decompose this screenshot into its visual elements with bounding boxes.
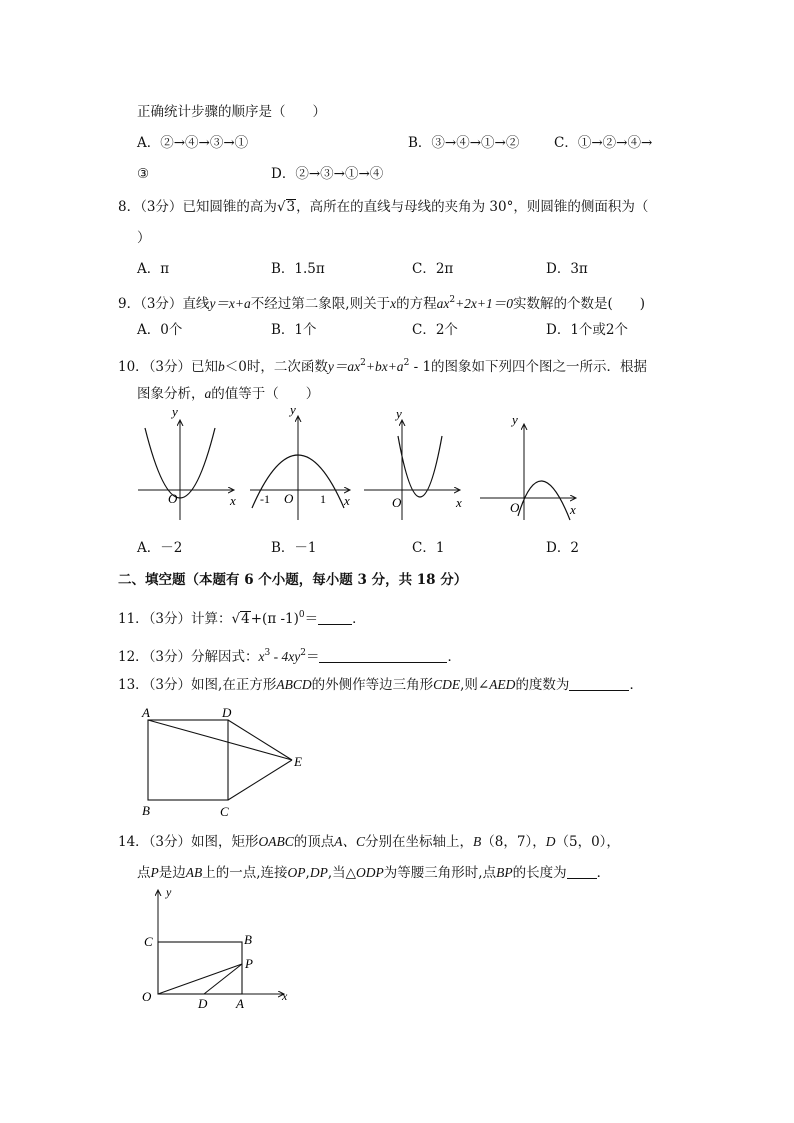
q13-number: 13． bbox=[118, 677, 149, 693]
q11-end: ． bbox=[352, 611, 366, 627]
q8-stem bbox=[118, 197, 648, 217]
q14-rect-name: OABC bbox=[258, 834, 294, 849]
q14-end: ． bbox=[596, 865, 611, 881]
q12-expr-a: x bbox=[258, 649, 265, 664]
q14-label-b: B bbox=[244, 932, 252, 947]
q14-points: A、C bbox=[334, 834, 366, 849]
q14-label-o: O bbox=[142, 989, 152, 1004]
section-2-title: 二、填空题（本题有 6 个小题，每小题 3 分，共 18 分） bbox=[118, 572, 468, 588]
q13-figure bbox=[136, 704, 316, 822]
q14-l2-a: 点 bbox=[137, 865, 151, 881]
q14-text2: 的顶点 bbox=[293, 834, 335, 850]
q11-text3: ＝ bbox=[304, 611, 319, 627]
q10-text4: 图象分析， bbox=[137, 386, 205, 402]
q7-stem-tail: 正确统计步骤的顺序是（ ） bbox=[137, 104, 326, 120]
q10-graph-d-x-label: x bbox=[570, 502, 576, 517]
q8-number: 8． bbox=[118, 199, 141, 215]
q13-square-name: ABCD bbox=[276, 677, 312, 692]
q13-label-a: A bbox=[142, 705, 150, 720]
q14-label-p: P bbox=[245, 956, 253, 971]
q13-score: （3分） bbox=[148, 677, 192, 693]
q12-expr-c: - 4xy bbox=[270, 649, 301, 664]
q13-text4: 的度数为 bbox=[515, 677, 570, 693]
q10-option-c[interactable]: C．1 bbox=[412, 540, 445, 556]
q11-score: （3分） bbox=[148, 611, 192, 627]
q10-stem-line2 bbox=[137, 384, 319, 404]
q8-stem-close: ） bbox=[137, 230, 151, 246]
q13-answer-blank[interactable] bbox=[569, 676, 629, 691]
q10-graph-d-origin: O bbox=[510, 500, 520, 515]
q9-text1: 直线 bbox=[182, 296, 210, 312]
q12-answer-blank[interactable] bbox=[319, 648, 447, 663]
q14-l2-e: 为等腰三角形时,点 bbox=[383, 865, 497, 881]
q10-option-a[interactable]: A．－2 bbox=[137, 540, 183, 556]
q14-point-p: P bbox=[150, 865, 159, 880]
q10-func-sup1: 2 bbox=[360, 358, 366, 368]
q11-number: 11． bbox=[118, 611, 149, 627]
q9-number: 9． bbox=[118, 296, 141, 312]
q8-option-b[interactable]: B．1.5π bbox=[271, 261, 325, 277]
q14-point-d: D bbox=[545, 834, 556, 849]
q9-eq2-c: +2x+1＝0 bbox=[455, 296, 514, 311]
q14-side-ab: AB bbox=[185, 865, 203, 880]
q10-text2: ＜0时，二次函数 bbox=[224, 359, 328, 375]
q14-seg-dp: DP bbox=[309, 865, 328, 880]
q10-option-d[interactable]: D．2 bbox=[546, 540, 579, 556]
q10-graph-b-x-label: x bbox=[344, 493, 350, 508]
q12-expr-sup1: 3 bbox=[264, 648, 271, 658]
q10-text3: 的图象如下列四个图之一所示．根据 bbox=[431, 359, 648, 375]
q10-func-c: +bx+a bbox=[365, 359, 404, 374]
q14-label-x: x bbox=[282, 989, 288, 1003]
q14-label-a: A bbox=[236, 996, 244, 1011]
q8-text2: ，高所在的直线与母线的夹角为 30°，则圆锥的侧面积为（ bbox=[296, 199, 649, 215]
q8-sqrt-value: 3 bbox=[286, 199, 296, 215]
q14-seg-op: OP bbox=[287, 865, 306, 880]
q12-text1: 分解因式： bbox=[191, 649, 259, 665]
q11-sqrt-value: 4 bbox=[241, 611, 250, 627]
q14-comma: , bbox=[305, 865, 310, 881]
q14-answer-blank[interactable] bbox=[567, 864, 597, 879]
q10-graph-c-y-label: y bbox=[396, 408, 402, 421]
q9-text4: 实数解的个数是( ) bbox=[513, 296, 646, 312]
q13-angle-name: AED bbox=[489, 677, 516, 692]
q13-label-c: C bbox=[220, 804, 229, 819]
q10-graph-d[interactable] bbox=[480, 412, 576, 520]
q12-expr-sup2: 2 bbox=[300, 648, 306, 658]
q10-graph-d-y-label: y bbox=[512, 412, 518, 427]
q10-option-b[interactable]: B．－1 bbox=[271, 540, 317, 556]
q7-option-b[interactable]: B．③→④→①→② bbox=[408, 135, 520, 151]
q8-text1: 已知圆锥的高为 bbox=[182, 199, 277, 215]
q8-option-d[interactable]: D．3π bbox=[546, 261, 588, 277]
q11-answer-blank[interactable] bbox=[318, 610, 352, 625]
q10-graph-c-x-label: x bbox=[456, 495, 462, 510]
q9-option-b[interactable]: B．1个 bbox=[271, 322, 317, 338]
q14-text5: （5，0）， bbox=[555, 834, 620, 850]
q9-stem bbox=[118, 290, 645, 314]
q14-l2-b: 是边 bbox=[158, 865, 186, 881]
q10-func-a: y＝ax bbox=[327, 359, 361, 374]
q14-label-y: y bbox=[166, 886, 172, 899]
q7-option-a[interactable]: A．②→④→③→① bbox=[137, 135, 249, 151]
q9-option-d[interactable]: D．1个或2个 bbox=[546, 322, 629, 338]
q10-func-sup2: 2 bbox=[403, 358, 410, 368]
q12-end: ． bbox=[447, 649, 461, 665]
q10-cond-b: b bbox=[218, 359, 225, 374]
q14-point-b: B bbox=[473, 834, 482, 849]
q9-text2: 不经过第二象限,则关于 bbox=[250, 296, 391, 312]
q14-label-d: D bbox=[198, 996, 208, 1011]
q8-option-a[interactable]: A．π bbox=[137, 261, 170, 277]
q14-l2-c: 上的一点,连接 bbox=[202, 865, 288, 881]
q10-graph-c[interactable] bbox=[364, 408, 462, 520]
q10-graph-a[interactable] bbox=[138, 408, 236, 520]
q14-label-c: C bbox=[144, 934, 153, 949]
q10-graph-b-pos1: 1 bbox=[320, 492, 326, 506]
q10-graph-a-x-label: x bbox=[230, 493, 236, 508]
q10-graph-b[interactable] bbox=[250, 408, 350, 520]
q7-option-d[interactable]: D．②→③→①→④ bbox=[271, 166, 384, 182]
q9-line-eq: y＝x+a bbox=[209, 296, 251, 311]
q9-text3: 的方程 bbox=[396, 296, 437, 312]
q10-func-e: - 1 bbox=[409, 359, 432, 375]
q11-sqrt-sign: √ bbox=[231, 611, 241, 627]
q9-eq2-sup: 2 bbox=[449, 295, 456, 305]
q13-text2: 的外侧作等边三角形 bbox=[311, 677, 434, 693]
q12-score: （3分） bbox=[148, 649, 192, 665]
q14-seg-bp: BP bbox=[496, 865, 513, 880]
q13-label-b: B bbox=[142, 803, 150, 818]
q11-text2: +(π -1) bbox=[250, 611, 299, 627]
q11-stem bbox=[118, 605, 366, 629]
q13-stem bbox=[118, 675, 643, 695]
q8-sqrt-sign: √ bbox=[276, 199, 286, 215]
q7-option-c[interactable]: C．①→②→④→ bbox=[554, 135, 653, 151]
q13-label-d: D bbox=[222, 705, 232, 720]
q14-score: （3分） bbox=[148, 834, 192, 850]
q11-sup: 0 bbox=[298, 610, 305, 620]
q13-triangle-name: CDE bbox=[433, 677, 461, 692]
q10-number: 10． bbox=[118, 359, 149, 375]
q14-stem bbox=[118, 832, 620, 852]
q14-text1: 如图，矩形 bbox=[191, 834, 259, 850]
q10-graph-a-y-label: y bbox=[172, 408, 178, 419]
q9-option-a[interactable]: A．0个 bbox=[137, 322, 183, 338]
q13-text1: 如图,在正方形 bbox=[191, 677, 277, 693]
q14-text4: （8，7）， bbox=[481, 834, 546, 850]
q11-text1: 计算： bbox=[191, 611, 232, 627]
q12-number: 12． bbox=[118, 649, 149, 665]
q13-text3: ,则∠ bbox=[460, 677, 490, 693]
q7-option-c-wrap: ③ bbox=[137, 166, 150, 182]
q10-stem bbox=[118, 353, 647, 377]
q10-graphs bbox=[130, 408, 600, 523]
q10-graph-b-y-label: y bbox=[290, 408, 296, 417]
q12-stem bbox=[118, 643, 461, 667]
q9-var-x: x bbox=[390, 296, 397, 311]
q10-text5: 的值等于（ ） bbox=[211, 386, 320, 402]
q9-option-c[interactable]: C．2个 bbox=[412, 322, 458, 338]
q14-figure bbox=[138, 886, 298, 1012]
q12-text2: ＝ bbox=[305, 649, 320, 665]
q13-label-e: E bbox=[294, 754, 302, 769]
q14-l2-d: ,当△ bbox=[327, 865, 357, 881]
q8-option-c[interactable]: C．2π bbox=[412, 261, 454, 277]
q9-score: （3分） bbox=[140, 296, 183, 312]
q10-var-a: a bbox=[204, 386, 212, 401]
q14-text3: 分别在坐标轴上， bbox=[365, 834, 474, 850]
q10-graph-b-origin: O bbox=[284, 491, 294, 506]
q10-graph-c-origin: O bbox=[392, 495, 402, 510]
q14-number: 14． bbox=[118, 834, 149, 850]
q10-score: （3分） bbox=[148, 359, 192, 375]
q10-text1: 已知 bbox=[191, 359, 219, 375]
q9-eq2-a: ax bbox=[436, 296, 450, 311]
q14-l2-f: 的长度为 bbox=[512, 865, 567, 881]
q14-tri-odp: ODP bbox=[356, 865, 384, 880]
q8-score: （3分） bbox=[140, 199, 183, 215]
q13-end: ． bbox=[629, 677, 643, 693]
q14-stem-line2 bbox=[137, 863, 610, 883]
q10-graph-b-neg1: -1 bbox=[260, 492, 270, 506]
q10-graph-a-origin: O bbox=[168, 491, 178, 506]
